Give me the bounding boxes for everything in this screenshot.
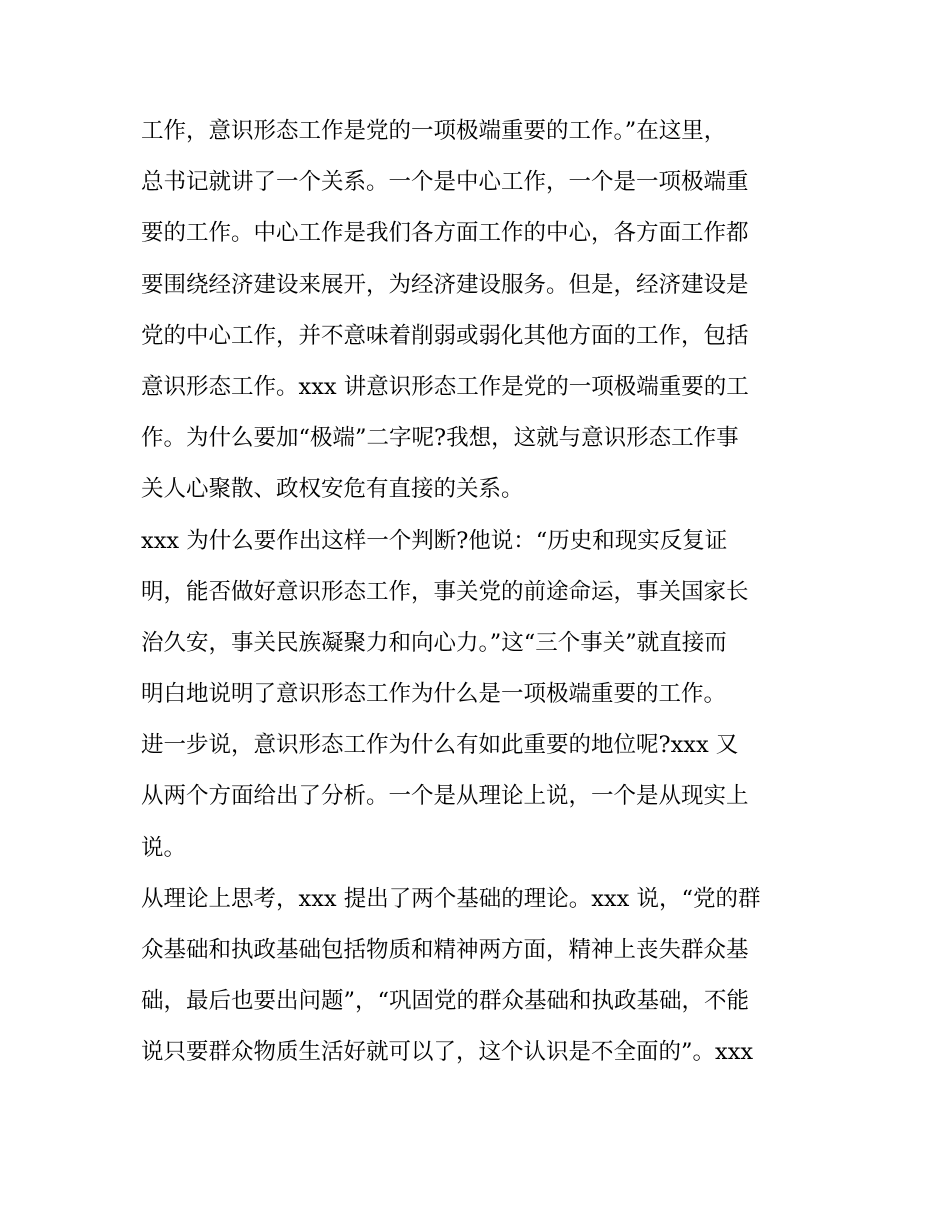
text-line-1: 工作，意识形态工作是党的一项极端重要的工作。”在这里， [141,118,727,144]
body-text [141,106,821,1079]
text-line-19: 说只要群众物质生活好就可以了，这个认识是不全面的”。xxx [141,1039,754,1066]
text-line-10: 明，能否做好意识形态工作，事关党的前途命运，事关国家长 [141,578,749,605]
text-line-5: 党的中心工作，并不意味着削弱或弱化其他方面的工作，包括 [141,322,749,349]
text-line-6: 意识形态工作。xxx 讲意识形态工作是党的一项极端重要的工 [141,373,749,400]
text-line-14: 从两个方面给出了分析。一个是从理论上说，一个是从现实上 [141,783,749,810]
text-line-2: 总书记就讲了一个关系。一个是中心工作，一个是一项极端重 [141,169,749,196]
text-line-8: 关人心聚散、政权安危有直接的关系。 [141,476,524,503]
text-line-11: 治久安，事关民族凝聚力和向心力。”这“三个事关”就直接而 [141,629,727,656]
text-line-3: 要的工作。中心工作是我们各方面工作的中心，各方面工作都 [141,220,749,247]
text-line-15: 说。 [141,834,187,861]
text-line-7: 作。为什么要加“极端”二字呢?我想，这就与意识形态工作事 [141,425,739,452]
text-line-13: 进一步说，意识形态工作为什么有如此重要的地位呢?xxx 又 [141,732,739,759]
text-line-17: 众基础和执政基础包括物质和精神两方面，精神上丧失群众基 [141,937,749,963]
text-line-16: 从理论上思考，xxx 提出了两个基础的理论。xxx 说，“党的群 [141,885,761,912]
text-line-18: 础，最后也要出问题”，“巩固党的群众基础和执政基础，不能 [141,988,750,1015]
text-line-4: 要围绕经济建设来展开，为经济建设服务。但是，经济建设是 [141,271,749,298]
text-line-9: xxx 为什么要作出这样一个判断?他说：“历史和现实反复证 [141,527,728,554]
text-line-12: 明白地说明了意识形态工作为什么是一项极端重要的工作。 [141,681,727,708]
